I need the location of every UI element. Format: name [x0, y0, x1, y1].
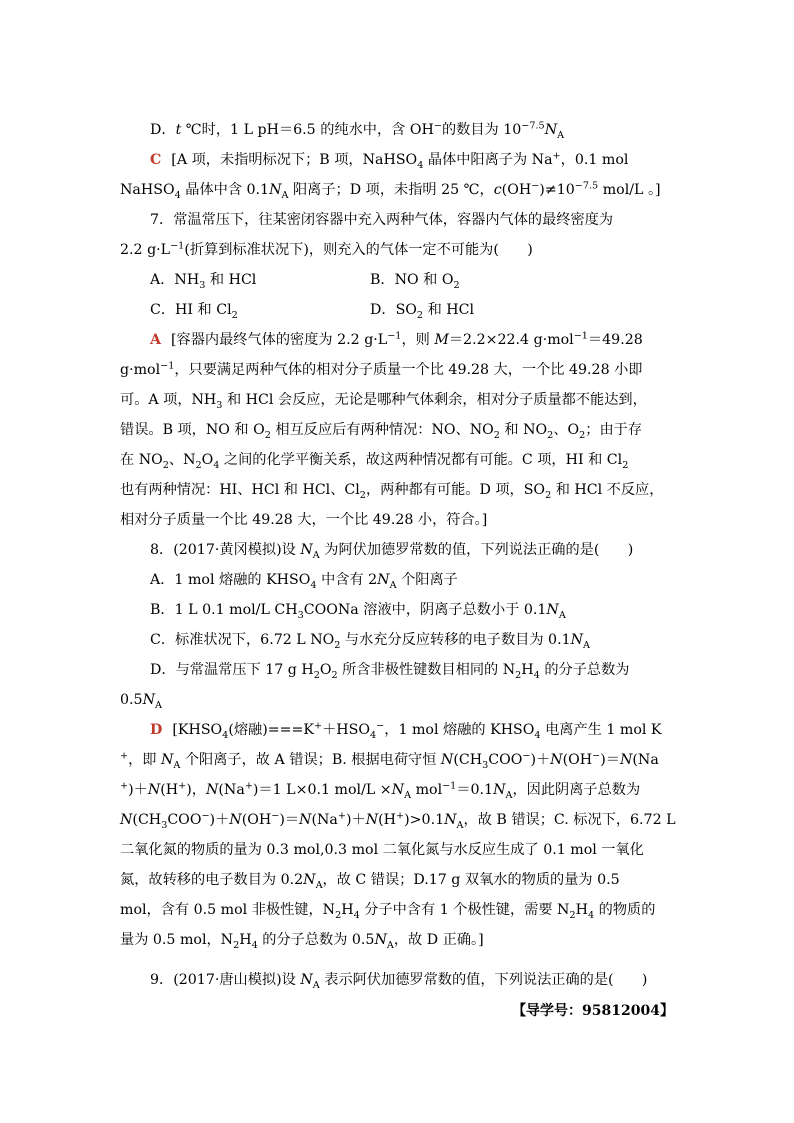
q8-answer-line4: $N(CH_3COO^-)+N(OH^-)=N(Na^+)+N(H^+)>0.1N_A$，故 B 错误；C. 标况下，6.72 L: [120, 810, 676, 831]
q8-answer-line7: mol，含有 0.5 mol 非极性键，$N_2H_4$ 分子中含有 1 个极性键，需要 $N_2H_4$ 的物质的: [120, 902, 656, 921]
reference-number: 【导学号：95812004】: [512, 1003, 674, 1019]
q7-answer-line5: 在 $NO_2$、$N_2O_4$ 之间的化学平衡关系，故这两种情况都有可能。C 项，HI 和 $Cl_2$: [120, 452, 629, 471]
answer-key: C: [150, 152, 162, 168]
q8-option-d-line1: D．与常温常压下 17 g $H_2O_2$ 所含非极性键数目相同的 $N_2H_4$ 的分子总数为: [150, 662, 630, 681]
q7-answer-line1: A [容器内最终气体的密度为 2.2 $g\cdot L^{-1}$，则 M＝2.2×22.4 g·mol$^{-1}$＝49.28: [150, 330, 643, 348]
q7-option-c: C．HI 和 $Cl_2$: [150, 302, 238, 321]
q7-answer-line4: 错误。B 项，NO 和 $O_2$ 相互反应后有两种情况：NO、$NO_2$ 和 $NO_2$、$O_2$；由于存: [120, 422, 643, 441]
q7-stem-line1: 7．常温常压下，往某密闭容器中充入两种气体，容器内气体的最终密度为: [150, 212, 614, 228]
q7-answer-line2: g·mol$^{-1}$，只要满足两种气体的相对分子质量一个比 49.28 大，一个比 49.28 小即: [120, 360, 643, 378]
q6-option-d: D．t ℃时，1 L pH＝6.5 的纯水中，含 OH−的数目为 $10^{-7.5}N_A$: [150, 120, 565, 141]
q7-option-b: B．NO 和 $O_2$: [370, 272, 460, 291]
q8-answer-line8: 量为 0.5 mol，$N_2H_4$ 的分子总数为 $0.5N_A$，故 D 正确。]: [120, 932, 484, 951]
q7-options-cd: [150, 300, 680, 320]
q7-answer-line7: 相对分子质量一个比 49.28 大，一个比 49.28 小，符合。]: [120, 512, 488, 528]
q8-answer-line2: +，即 $N_A$ 个阳离子，故 A 错误；B. 根据电荷守恒 $N(CH_3COO^-)+N(OH^-)=N(Na$: [120, 750, 659, 771]
q8-option-d-line2: $0.5N_A$: [120, 692, 162, 711]
q8-option-c: C．标准状况下，6.72 L $NO_2$ 与水充分反应转移的电子数目为 $0.1N_A$: [150, 632, 590, 651]
q8-option-b: B．1 L 0.1 mol/L $CH_3COONa$ 溶液中，阴离子总数小于 $0.1N_A$: [150, 602, 566, 621]
q8-stem: 8．(2017·黄冈模拟)设 $N_A$ 为阿伏加德罗常数的值，下列说法正确的是( ): [150, 542, 634, 561]
q7-options-ab: [150, 270, 680, 290]
q7-stem-line2: 2.2 $g\cdot L^{-1}$(折算到标准状况下)，则充入的气体一定不可能为( ): [120, 240, 533, 258]
q6-answer-line1: C [A 项，未指明标况下；B 项，NaHSO$_4$ 晶体中阳离子为 Na+，0.1 mol: [150, 150, 629, 171]
q8-answer-line1: D [$KHSO_4$(熔融)$===K^++HSO_4^-$，1 mol 熔融的 $KHSO_4$ 电离产生 1 mol K: [150, 720, 662, 741]
q7-answer-line3: 可。A 项，$NH_3$ 和 HCl 会反应，无论是哪种气体剩余，相对分子质量都不能达到，: [120, 392, 647, 411]
q7-option-a: A．$NH_3$ 和 HCl: [150, 272, 257, 291]
q8-answer-line3: +)＋N(H+)，N(Na+)＝1 L×0.1 $mol/L \times N_A$ $mol^{-1}=0.1N_A$，因此阴离子总数为: [120, 780, 641, 801]
q8-option-a: A．1 mol 熔融的 $KHSO_4$ 中含有 $2N_A$ 个阳离子: [150, 572, 458, 591]
q8-answer-line6: 氮，故转移的电子数目为 $0.2N_A$，故 C 错误；D.17 g 双氧水的物质的量为 0.5: [120, 872, 620, 891]
q6-answer-line2: NaHSO$_4$ 晶体中含 $0.1N_A$ 阳离子；D 项，未指明 25 ℃，$c(OH^-)\ne 10^{-7.5}$ mol/L 。]: [120, 180, 661, 201]
q9-stem: 9．(2017·唐山模拟)设 $N_A$ 表示阿伏加德罗常数的值，下列说法正确的是( ): [150, 972, 648, 991]
q8-answer-line5: 二氧化氮的物质的量为 0.3 mol,0.3 mol 二氧化氮与水反应生成了 0.1 mol 一氧化: [120, 842, 644, 858]
q7-answer-line6: 也有两种情况：HI、HCl 和 HCl、$Cl_2$，两种都有可能。D 项，$SO_2$ 和 HCl 不反应，: [120, 482, 664, 501]
q7-option-d: D．$SO_2$ 和 HCl: [370, 302, 475, 321]
answer-key: A: [150, 332, 162, 348]
answer-key: D: [150, 722, 163, 738]
